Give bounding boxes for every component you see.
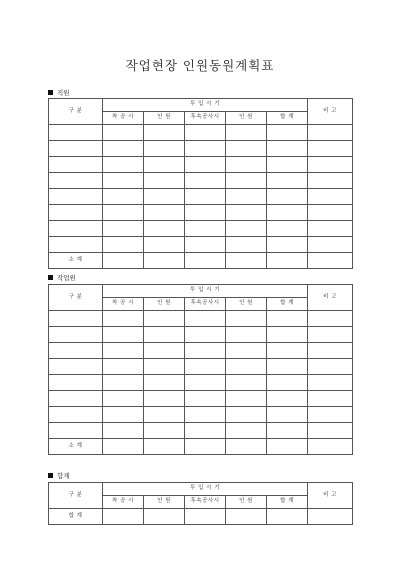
table-cell[interactable] — [226, 253, 267, 269]
table-cell[interactable] — [144, 189, 185, 205]
table-cell[interactable] — [185, 359, 226, 375]
table-cell[interactable] — [308, 439, 353, 455]
table-cell[interactable] — [103, 125, 144, 141]
header-remark: 비 고 — [308, 99, 353, 125]
header-staff-2: 인 원 — [226, 112, 267, 125]
bullet-square-icon — [48, 473, 53, 478]
table-cell[interactable] — [185, 327, 226, 343]
table-cell[interactable] — [267, 391, 308, 407]
staff-table — [48, 98, 353, 269]
table-cell[interactable] — [144, 173, 185, 189]
table-cell[interactable] — [185, 141, 226, 157]
header-remark: 비 고 — [308, 285, 353, 311]
table-cell[interactable] — [185, 375, 226, 391]
table-cell[interactable] — [185, 509, 226, 525]
table-cell[interactable] — [103, 311, 144, 327]
table-cell[interactable] — [226, 343, 267, 359]
workers-table — [48, 284, 353, 455]
table-cell[interactable] — [185, 439, 226, 455]
header-start: 착 공 시 — [103, 112, 144, 125]
table-cell[interactable] — [103, 173, 144, 189]
table-cell[interactable] — [185, 157, 226, 173]
table-cell[interactable] — [308, 509, 353, 525]
header-total: 합 계 — [267, 112, 308, 125]
table-cell[interactable] — [103, 391, 144, 407]
table-cell[interactable] — [103, 407, 144, 423]
table-cell[interactable] — [49, 189, 103, 205]
table-cell[interactable] — [308, 125, 353, 141]
table-row — [49, 221, 353, 237]
header-staff-2: 인 원 — [226, 496, 267, 509]
table-cell[interactable] — [103, 221, 144, 237]
table-cell[interactable] — [144, 125, 185, 141]
table-cell[interactable] — [267, 439, 308, 455]
subtotal-label: 소 계 — [49, 439, 103, 455]
table-cell[interactable] — [144, 407, 185, 423]
table-cell[interactable] — [267, 189, 308, 205]
table-row — [49, 391, 353, 407]
header-followup: 후속공사시 — [185, 298, 226, 311]
table-cell[interactable] — [267, 141, 308, 157]
grand-total-row — [49, 509, 353, 525]
table-row — [49, 359, 353, 375]
table-cell[interactable] — [144, 221, 185, 237]
header-followup: 후속공사시 — [185, 496, 226, 509]
table-cell[interactable] — [103, 237, 144, 253]
table-cell[interactable] — [226, 327, 267, 343]
table-cell[interactable] — [267, 157, 308, 173]
table-cell[interactable] — [103, 157, 144, 173]
table-cell[interactable] — [308, 375, 353, 391]
table-cell[interactable] — [49, 141, 103, 157]
table-cell[interactable] — [49, 311, 103, 327]
table-cell[interactable] — [226, 189, 267, 205]
table-cell[interactable] — [226, 423, 267, 439]
table-cell[interactable] — [267, 327, 308, 343]
table-cell[interactable] — [267, 311, 308, 327]
table-cell[interactable] — [144, 375, 185, 391]
table-row — [49, 205, 353, 221]
header-category: 구 분 — [49, 483, 103, 509]
header-followup: 후속공사시 — [185, 112, 226, 125]
table-cell[interactable] — [308, 141, 353, 157]
table-cell[interactable] — [267, 423, 308, 439]
total-table — [48, 482, 353, 525]
header-period: 투 입 시 기 — [103, 285, 308, 298]
table-cell[interactable] — [103, 189, 144, 205]
table-row — [49, 125, 353, 141]
table-cell[interactable] — [267, 375, 308, 391]
table-cell[interactable] — [308, 253, 353, 269]
table-cell[interactable] — [144, 391, 185, 407]
table-cell[interactable] — [308, 327, 353, 343]
page-title: 작업현장 인원동원계획표 — [125, 58, 275, 73]
table-cell[interactable] — [185, 205, 226, 221]
table-cell[interactable] — [49, 343, 103, 359]
table-cell[interactable] — [226, 439, 267, 455]
table-cell[interactable] — [308, 359, 353, 375]
table-row — [49, 407, 353, 423]
table-cell[interactable] — [144, 327, 185, 343]
table-body — [49, 125, 353, 253]
bullet-square-icon — [48, 90, 53, 95]
subtotal-row — [49, 439, 353, 455]
table-cell[interactable] — [267, 343, 308, 359]
table-cell[interactable] — [185, 423, 226, 439]
table-cell[interactable] — [226, 125, 267, 141]
section-label-staff: 직원 — [48, 88, 70, 97]
header-start: 착 공 시 — [103, 298, 144, 311]
table-cell[interactable] — [267, 407, 308, 423]
table-cell[interactable] — [49, 173, 103, 189]
table-cell[interactable] — [267, 359, 308, 375]
table-cell[interactable] — [103, 359, 144, 375]
table-cell[interactable] — [49, 407, 103, 423]
table-cell[interactable] — [185, 125, 226, 141]
table-cell[interactable] — [144, 253, 185, 269]
table-row — [49, 237, 353, 253]
header-period: 투 입 시 기 — [103, 483, 308, 496]
table-cell[interactable] — [185, 407, 226, 423]
table-row — [49, 375, 353, 391]
header-staff-1: 인 원 — [144, 298, 185, 311]
table-cell[interactable] — [144, 343, 185, 359]
table-cell[interactable] — [308, 391, 353, 407]
table-cell[interactable] — [103, 439, 144, 455]
table-cell[interactable] — [308, 221, 353, 237]
table-cell[interactable] — [144, 439, 185, 455]
table-cell[interactable] — [308, 157, 353, 173]
table-cell[interactable] — [226, 311, 267, 327]
table-row — [49, 311, 353, 327]
table-cell[interactable] — [308, 343, 353, 359]
table-cell[interactable] — [308, 237, 353, 253]
header-total: 합 계 — [267, 298, 308, 311]
table-row — [49, 423, 353, 439]
header-category: 구 분 — [49, 285, 103, 311]
table-cell[interactable] — [49, 237, 103, 253]
table-cell[interactable] — [226, 157, 267, 173]
table-cell[interactable] — [226, 359, 267, 375]
table-cell[interactable] — [226, 141, 267, 157]
table-cell[interactable] — [226, 237, 267, 253]
header-staff-2: 인 원 — [226, 298, 267, 311]
table-cell[interactable] — [49, 375, 103, 391]
table-cell[interactable] — [308, 189, 353, 205]
table-cell[interactable] — [226, 509, 267, 525]
table-cell[interactable] — [49, 327, 103, 343]
table-cell[interactable] — [103, 253, 144, 269]
table-cell[interactable] — [103, 205, 144, 221]
table-cell[interactable] — [185, 173, 226, 189]
table-cell[interactable] — [144, 237, 185, 253]
table-cell[interactable] — [49, 391, 103, 407]
grand-total-label: 합 계 — [49, 509, 103, 525]
table-row — [49, 343, 353, 359]
table-cell[interactable] — [267, 125, 308, 141]
table-cell[interactable] — [267, 237, 308, 253]
table-row — [49, 189, 353, 205]
table-cell[interactable] — [144, 311, 185, 327]
table-cell[interactable] — [267, 253, 308, 269]
table-cell[interactable] — [267, 173, 308, 189]
header-staff-1: 인 원 — [144, 112, 185, 125]
table-cell[interactable] — [185, 253, 226, 269]
table-cell[interactable] — [49, 125, 103, 141]
table-cell[interactable] — [144, 141, 185, 157]
table-cell[interactable] — [103, 423, 144, 439]
table-cell[interactable] — [144, 423, 185, 439]
table-cell[interactable] — [185, 221, 226, 237]
header-category: 구 분 — [49, 99, 103, 125]
table-cell[interactable] — [267, 205, 308, 221]
section-label-total: 합계 — [48, 471, 70, 480]
table-row — [49, 327, 353, 343]
table-cell[interactable] — [308, 423, 353, 439]
table-cell[interactable] — [144, 509, 185, 525]
table-cell[interactable] — [49, 221, 103, 237]
header-total: 합 계 — [267, 496, 308, 509]
table-row — [49, 173, 353, 189]
table-cell[interactable] — [308, 407, 353, 423]
table-body — [49, 311, 353, 439]
table-cell[interactable] — [185, 237, 226, 253]
table-cell[interactable] — [267, 509, 308, 525]
table-row — [49, 157, 353, 173]
header-staff-1: 인 원 — [144, 496, 185, 509]
table-cell[interactable] — [144, 205, 185, 221]
table-cell[interactable] — [226, 173, 267, 189]
table-cell[interactable] — [267, 221, 308, 237]
section-label-workers: 작업원 — [48, 273, 76, 282]
table-cell[interactable] — [144, 157, 185, 173]
table-cell[interactable] — [49, 359, 103, 375]
table-cell[interactable] — [103, 375, 144, 391]
table-cell[interactable] — [308, 311, 353, 327]
table-cell[interactable] — [185, 189, 226, 205]
table-cell[interactable] — [226, 205, 267, 221]
table-cell[interactable] — [103, 327, 144, 343]
table-cell[interactable] — [226, 221, 267, 237]
header-start: 착 공 시 — [103, 496, 144, 509]
table-cell[interactable] — [308, 173, 353, 189]
table-cell[interactable] — [49, 205, 103, 221]
table-cell[interactable] — [49, 423, 103, 439]
table-cell[interactable] — [226, 407, 267, 423]
table-cell[interactable] — [308, 205, 353, 221]
table-cell[interactable] — [185, 343, 226, 359]
table-cell[interactable] — [49, 157, 103, 173]
table-cell[interactable] — [103, 141, 144, 157]
header-period: 투 입 시 기 — [103, 99, 308, 112]
table-cell[interactable] — [185, 311, 226, 327]
subtotal-label: 소 계 — [49, 253, 103, 269]
table-cell[interactable] — [226, 375, 267, 391]
table-cell[interactable] — [144, 359, 185, 375]
table-row — [49, 141, 353, 157]
table-cell[interactable] — [103, 509, 144, 525]
table-cell[interactable] — [226, 391, 267, 407]
subtotal-row — [49, 253, 353, 269]
table-cell[interactable] — [185, 391, 226, 407]
table-cell[interactable] — [103, 343, 144, 359]
header-remark: 비 고 — [308, 483, 353, 509]
bullet-square-icon — [48, 275, 53, 280]
